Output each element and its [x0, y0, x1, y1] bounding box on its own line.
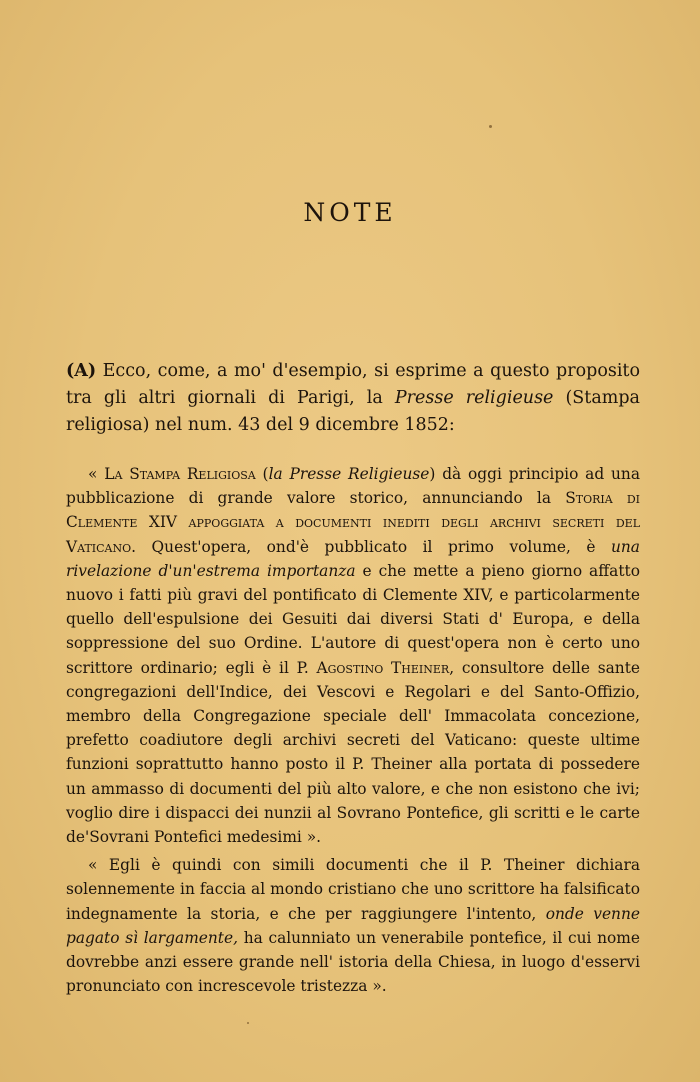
quote-text: Quest'opera, ond'è pubblicato il primo volume, è	[136, 537, 611, 556]
emphasis-text: onde venne pagato sì largamente,	[66, 904, 640, 947]
intro-text: Ecco, come, a mo' d'esempio, si esprime a questo proposito tra gli altri giornali di Parigi, la	[66, 361, 640, 408]
quote-text: ) dà oggi principio ad una pubblicazione di grande valore storico, annunciando la	[66, 465, 641, 508]
book-title: Storia di Clemente XIV appoggiata a documenti inediti degli archivi secreti del Vaticano.	[66, 489, 640, 556]
paper-speck	[489, 125, 492, 128]
quote-paragraph	[66, 853, 640, 998]
page-title: NOTE	[303, 198, 397, 227]
note-marker: (A)	[66, 361, 97, 381]
journal-name: La Stampa Religiosa	[104, 465, 256, 483]
quote-text: (	[255, 465, 269, 483]
intro-text: (Stampa religiosa) nel num. 43 del 9 dicembre 1852:	[66, 388, 640, 435]
quote-text: , consultore delle sante congregazioni dell'Indice, dei Vescovi e Regolari e del Santo-Offizio, membro della Congregazione speciale dell' Immacolata concezione, prefetto coadiutore degli archivi secreti del Vaticano: queste ultime funzioni soprattutto hanno posto il P. Theiner alla portata di possedere un ammasso di documenti del più alto valore, e che non esistono che ivi; voglio dire i dispacci dei nunzii al Sovrano Pontefice, gli scritti e le carte de'Sovrani Pontefici medesimi ».	[66, 658, 640, 847]
quote-mark: «	[88, 465, 105, 483]
intro-paragraph	[66, 358, 640, 439]
quote-paragraph	[66, 462, 640, 849]
quotation-block	[66, 462, 640, 998]
author-name: Agostino Theiner	[316, 658, 450, 677]
journal-title: Presse religieuse	[394, 388, 554, 408]
quote-text: e che mette a pieno giorno affatto nuovo i fatti più gravi del pontificato di Clemente XIV, e particolarmente quello dell'espulsione dei Gesuiti dai diversi Stati d' Europa, e della soppressione del suo Ordine. L'autore di quest'opera non è certo uno scrittore ordinario; egli è il P.	[66, 561, 640, 677]
quote-text: ha calunniato un venerabile pontefice, il cui nome dovrebbe anzi essere grande nell' istoria della Chiesa, in luogo d'esservi pronunciato con increscevole tristezza ».	[66, 928, 640, 996]
journal-title-italic: la Presse Religieuse	[268, 465, 430, 483]
paper-speck	[247, 1022, 249, 1024]
emphasis-text: una rivelazione d'un'estrema importanza	[66, 537, 640, 580]
quote-text: « Egli è quindi con simili documenti che il P. Theiner dichiara solennemente in faccia al mondo cristiano che uno scrittore ha falsificato indegnamente la storia, e che per raggiungere l'intento,	[66, 856, 640, 923]
